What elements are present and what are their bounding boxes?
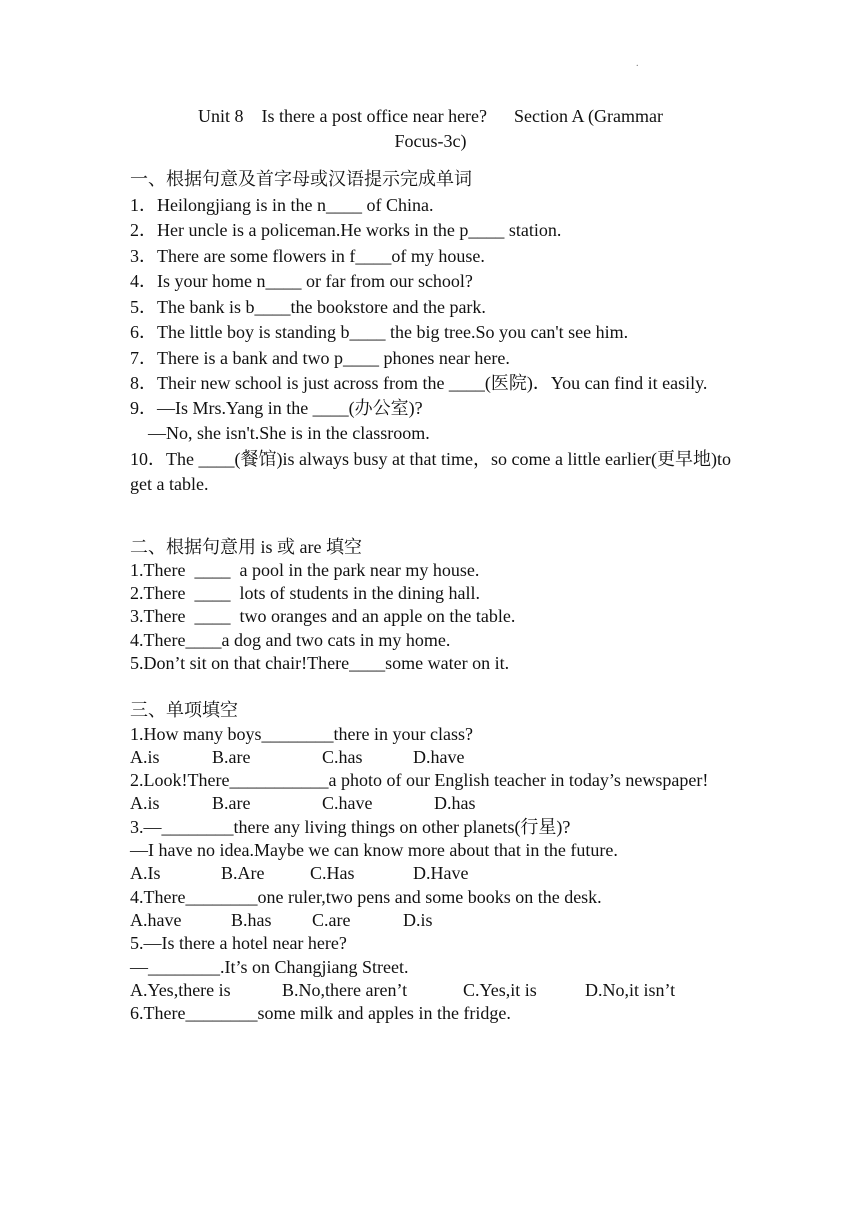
option-c: C.has <box>322 746 363 767</box>
mc-question-6: 6.There________some milk and apples in the fridge. <box>130 1003 511 1024</box>
option-a: A.is <box>130 793 160 814</box>
question-1-2: 2．Her uncle is a policeman.He works in the p____ station. <box>130 220 562 240</box>
option-c: C.are <box>312 909 351 930</box>
question-2-4: 4.There____a dog and two cats in my home. <box>130 629 451 650</box>
option-c: C.Has <box>310 863 355 884</box>
question-1-7: 7．There is a bank and two p____ phones near here. <box>130 347 510 368</box>
mc-question-5: 5.—Is there a hotel near here? <box>130 933 347 954</box>
question-1-6: 6．The little boy is standing b____ the big tree.So you can't see him. <box>130 322 629 342</box>
question-1-4: 4．Is your home n____ or far from our school? <box>130 271 473 291</box>
section-1-heading: 一、根据句意及首字母或汉语提示完成单词 <box>130 169 472 189</box>
mc-options-1 <box>130 746 731 769</box>
mc-question-5-reply: —________.It’s on Changjiang Street. <box>130 956 409 977</box>
mc-options-2 <box>130 792 731 815</box>
option-b: B.Are <box>221 863 265 884</box>
page-title <box>130 104 731 154</box>
question-1-1: 1．Heilongjiang is in the n____ of China. <box>130 194 434 215</box>
question-2-3: 3.There ____ two oranges and an apple on the table. <box>130 606 516 627</box>
title-line-2: Focus-3c) <box>394 131 467 151</box>
mc-question-3-reply: —I have no idea.Maybe we can know more about that in the future. <box>130 840 618 861</box>
option-d: D.is <box>403 909 433 930</box>
option-a: A.Is <box>130 863 161 884</box>
section-2 <box>130 536 731 676</box>
option-b: B.are <box>212 793 251 814</box>
question-2-1: 1.There ____ a pool in the park near my house. <box>130 559 480 580</box>
mc-options-3 <box>130 862 731 885</box>
title-line-1: Unit 8 Is there a post office near here? Section A (Grammar <box>197 106 663 126</box>
mc-question-4: 4.There________one ruler,two pens and some books on the desk. <box>130 886 602 907</box>
corner-dot: . <box>636 58 639 69</box>
option-c: C.have <box>322 793 373 814</box>
option-d: D.No,it isn’t <box>585 979 676 1000</box>
option-a: A.Yes,there is <box>130 979 231 1000</box>
option-d: D.Have <box>413 863 469 884</box>
mc-options-4 <box>130 909 731 932</box>
question-1-5: 5．The bank is b____the bookstore and the park. <box>130 296 486 317</box>
question-1-8: 8．Their new school is just across from the ____(医院)．You can find it easily. <box>130 373 708 393</box>
section-3 <box>130 699 731 1025</box>
option-b: B.No,there aren’t <box>282 979 408 1000</box>
option-c: C.Yes,it is <box>463 979 537 1000</box>
question-1-9-answer: —No, she isn't.She is in the classroom. <box>148 423 430 443</box>
mc-question-2: 2.Look!There___________a photo of our English teacher in today’s newspaper! <box>130 770 709 791</box>
mc-options-5 <box>130 979 731 1002</box>
question-2-2: 2.There ____ lots of students in the dining hall. <box>130 583 480 604</box>
option-d: D.have <box>413 746 465 767</box>
option-b: B.has <box>231 909 272 930</box>
mc-question-3: 3.—________there any living things on other planets(行星)? <box>130 816 571 837</box>
worksheet <box>130 104 731 1025</box>
section-1 <box>130 167 731 498</box>
question-2-5: 5.Don’t sit on that chair!There____some water on it. <box>130 652 510 673</box>
question-1-3: 3．There are some flowers in f____of my house. <box>130 245 485 266</box>
section-3-heading: 三、单项填空 <box>130 700 238 721</box>
section-2-heading: 二、根据句意用 is 或 are 填空 <box>130 536 362 557</box>
option-b: B.are <box>212 746 251 767</box>
question-1-10: 10．The ____(餐馆)is always busy at that time，so come a little earlier(更早地)to get a table. <box>130 448 731 494</box>
question-1-9: 9．—Is Mrs.Yang in the ____(办公室)? <box>130 397 423 418</box>
mc-question-1: 1.How many boys________there in your class? <box>130 723 473 744</box>
option-a: A.is <box>130 746 160 767</box>
option-d: D.has <box>434 793 476 814</box>
option-a: A.have <box>130 909 182 930</box>
